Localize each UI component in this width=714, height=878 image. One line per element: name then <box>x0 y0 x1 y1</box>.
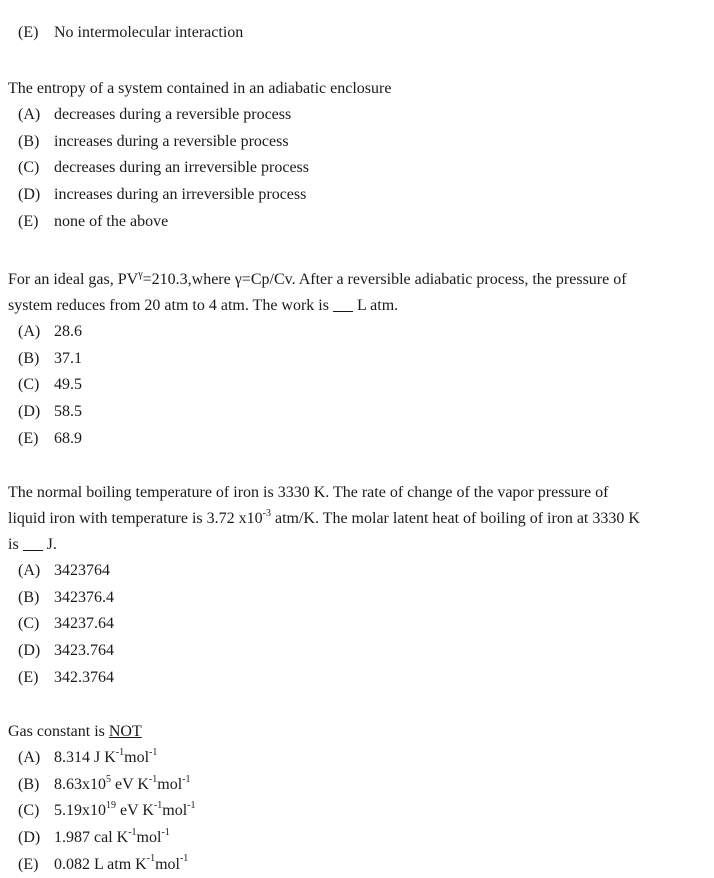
exponent: -1 <box>115 746 125 758</box>
option-c <box>8 611 648 638</box>
option-label: (D) <box>18 186 41 204</box>
unit-part: eV K <box>111 775 149 793</box>
exponent: -3 <box>262 507 271 519</box>
unit-part: 0.082 L atm K <box>54 855 147 873</box>
option-label: (B) <box>18 588 40 606</box>
option-label: (E) <box>18 855 39 873</box>
option-label: (E) <box>18 668 39 686</box>
option-label: (D) <box>18 642 41 660</box>
option-text: 34237.64 <box>54 615 114 633</box>
option-label: (D) <box>18 829 41 847</box>
option-label: (E) <box>18 24 39 42</box>
stem-part: atm/K. The molar latent heat of boiling of iron at 3330 K is <box>8 510 640 553</box>
question-stem <box>8 267 648 319</box>
exponent: -1 <box>146 853 156 865</box>
option-text <box>54 798 196 824</box>
option-label: (A) <box>18 106 41 124</box>
option-b <box>8 585 648 612</box>
option-label: (E) <box>18 429 39 447</box>
option-e <box>8 20 648 47</box>
option-text: 3423764 <box>54 562 110 580</box>
stem-part: J. <box>46 536 57 553</box>
question-3 <box>8 480 648 691</box>
option-b <box>8 772 648 799</box>
option-label: (C) <box>18 615 40 633</box>
question-stem: The entropy of a system contained in an adiabatic enclosure <box>8 80 392 97</box>
exponent: -1 <box>187 800 196 812</box>
unit-part: mol <box>162 802 188 820</box>
option-c <box>8 798 648 825</box>
option-d <box>8 825 648 852</box>
option-text: decreases during a reversible process <box>54 106 292 124</box>
exponent: -1 <box>148 773 158 785</box>
option-label: (A) <box>18 323 41 341</box>
exponent: -1 <box>182 773 191 785</box>
option-text: No intermolecular interaction <box>54 24 244 42</box>
exponent: γ <box>138 268 143 280</box>
option-c <box>8 155 648 182</box>
option-text: 37.1 <box>54 349 82 367</box>
stem-part: L atm. <box>356 297 399 314</box>
option-text: 342376.4 <box>54 588 114 606</box>
unit-part: eV K <box>116 802 154 820</box>
value-part: 8.63x10 <box>54 775 106 793</box>
option-label: (C) <box>18 802 40 820</box>
unit-part: mol <box>136 829 162 847</box>
option-text: increases during an irreversible process <box>54 186 307 204</box>
exponent: -1 <box>149 746 158 758</box>
exponent: 5 <box>106 773 111 785</box>
option-e <box>8 664 648 691</box>
option-b <box>8 129 648 156</box>
answer-blank <box>333 297 353 312</box>
option-label: (A) <box>18 562 41 580</box>
exponent: -1 <box>128 826 137 838</box>
option-d <box>8 182 648 209</box>
option-label: (A) <box>18 749 41 767</box>
option-label: (D) <box>18 403 41 421</box>
option-text <box>54 772 191 798</box>
option-text <box>54 745 157 771</box>
question-1 <box>8 76 648 235</box>
stem-part: The normal boiling temperature of iron is 3330 K. The rate of change of the vapor pressure of liquid iron with temperature is 3.72 x10 <box>8 484 609 527</box>
answer-blank <box>23 536 43 551</box>
option-a <box>8 102 648 129</box>
option-e <box>8 425 648 452</box>
option-text <box>54 825 170 851</box>
unit-part: 8.314 J K <box>54 749 116 767</box>
stem-part: =210.3,where γ=Cp/Cv. After a reversible adiabatic process, the pressure of system reduces from 20 atm to 4 atm. The work is <box>8 271 627 314</box>
option-text: increases during a reversible process <box>54 132 289 150</box>
exponent: -1 <box>179 853 189 865</box>
stem-part: For an ideal gas, PV <box>8 271 139 288</box>
option-text: none of the above <box>54 212 169 230</box>
option-a <box>8 319 648 346</box>
unit-part: mol <box>124 749 150 767</box>
option-text: 49.5 <box>54 376 82 394</box>
exponent: 19 <box>106 800 116 812</box>
option-text: 28.6 <box>54 323 82 341</box>
question-4 <box>8 719 648 878</box>
unit-part: mol <box>157 775 183 793</box>
exponent: -1 <box>153 800 163 812</box>
option-a <box>8 745 648 772</box>
option-text: 3423.764 <box>54 642 114 660</box>
question-stem <box>8 480 648 558</box>
stem-part: Gas constant is <box>8 723 105 740</box>
option-e <box>8 851 648 878</box>
option-d <box>8 638 648 665</box>
emphasis-not: NOT <box>108 723 142 740</box>
option-text <box>54 852 188 878</box>
option-e <box>8 208 648 235</box>
option-label: (B) <box>18 775 40 793</box>
option-text: decreases during an irreversible process <box>54 159 309 177</box>
question-2 <box>8 267 648 452</box>
option-d <box>8 399 648 426</box>
unit-part: 1.987 cal K <box>54 829 129 847</box>
option-label: (B) <box>18 132 40 150</box>
option-b <box>8 346 648 373</box>
exponent: -1 <box>161 826 170 838</box>
option-text: 68.9 <box>54 429 82 447</box>
option-a <box>8 558 648 585</box>
value-part: 5.19x10 <box>54 802 106 820</box>
option-label: (B) <box>18 349 40 367</box>
option-text: 342.3764 <box>54 668 114 686</box>
option-label: (C) <box>18 376 40 394</box>
question-0 <box>8 20 648 47</box>
question-stem <box>8 719 648 745</box>
option-label: (E) <box>18 212 39 230</box>
option-text: 58.5 <box>54 403 82 421</box>
option-label: (C) <box>18 159 40 177</box>
option-c <box>8 372 648 399</box>
unit-part: mol <box>155 855 180 873</box>
